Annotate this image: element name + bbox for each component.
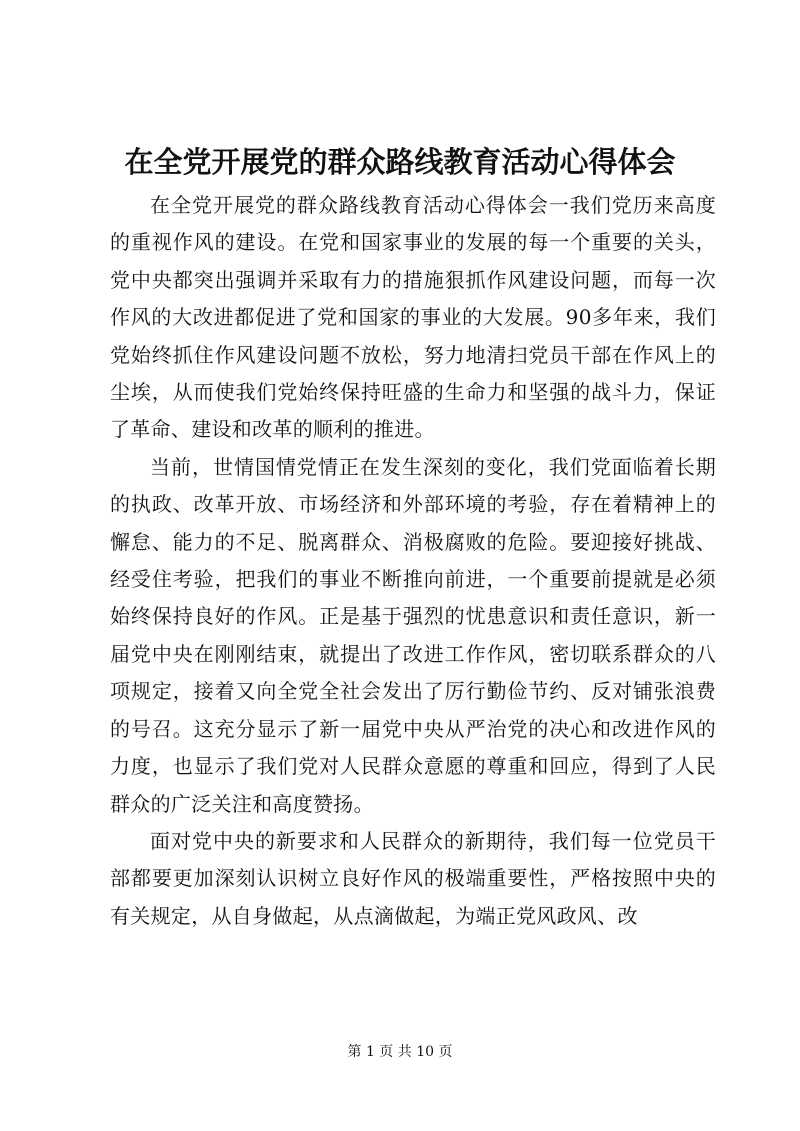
paragraph-3: 面对党中央的新要求和人民群众的新期待，我们每一位党员干部都要更加深刻认识树立良好作风的极端重要性，严格按照中央的有关规定，从自身做起，从点滴做起，为端正党风政风、改 — [110, 828, 716, 928]
paragraph-1: 在全党开展党的群众路线教育活动心得体会一我们党历来高度的重视作风的建设。在党和国家事业的发展的每一个重要的关头，党中央都突出强调并采取有力的措施狠抓作风建设问题，而每一次作风的大改进都促进了党和国家的事业的大发展。90多年来，我们党始终抓住作风建设问题不放松，努力地清扫党员干部在作风上的尘埃，从而使我们党始终保持旺盛的生命力和坚强的战斗力，保证了革命、建设和改革的顺利的推进。 — [110, 193, 716, 442]
document-body — [110, 187, 716, 935]
paragraph-2: 当前，世情国情党情正在发生深刻的变化，我们党面临着长期的执政、改革开放、市场经济和外部环境的考验，存在着精神上的懈怠、能力的不足、脱离群众、消极腐败的危险。要迎接好挑战、经受住考验，把我们的事业不断推向前进，一个重要前提就是必须始终保持良好的作风。正是基于强烈的忧患意识和责任意识，新一届党中央在刚刚结束，就提出了改进工作作风，密切联系群众的八项规定，接着又向全党全社会发出了厉行勤俭节约、反对铺张浪费的号召。这充分显示了新一届党中央从严治党的决心和改进作风的力度，也显示了我们党对人民群众意愿的尊重和回应，得到了人民群众的广泛关注和高度赞扬。 — [110, 454, 716, 816]
page-number-footer: 第 1 页 共 10 页 — [347, 1044, 453, 1060]
document-title: 在全党开展党的群众路线教育活动心得体会 — [124, 145, 676, 179]
